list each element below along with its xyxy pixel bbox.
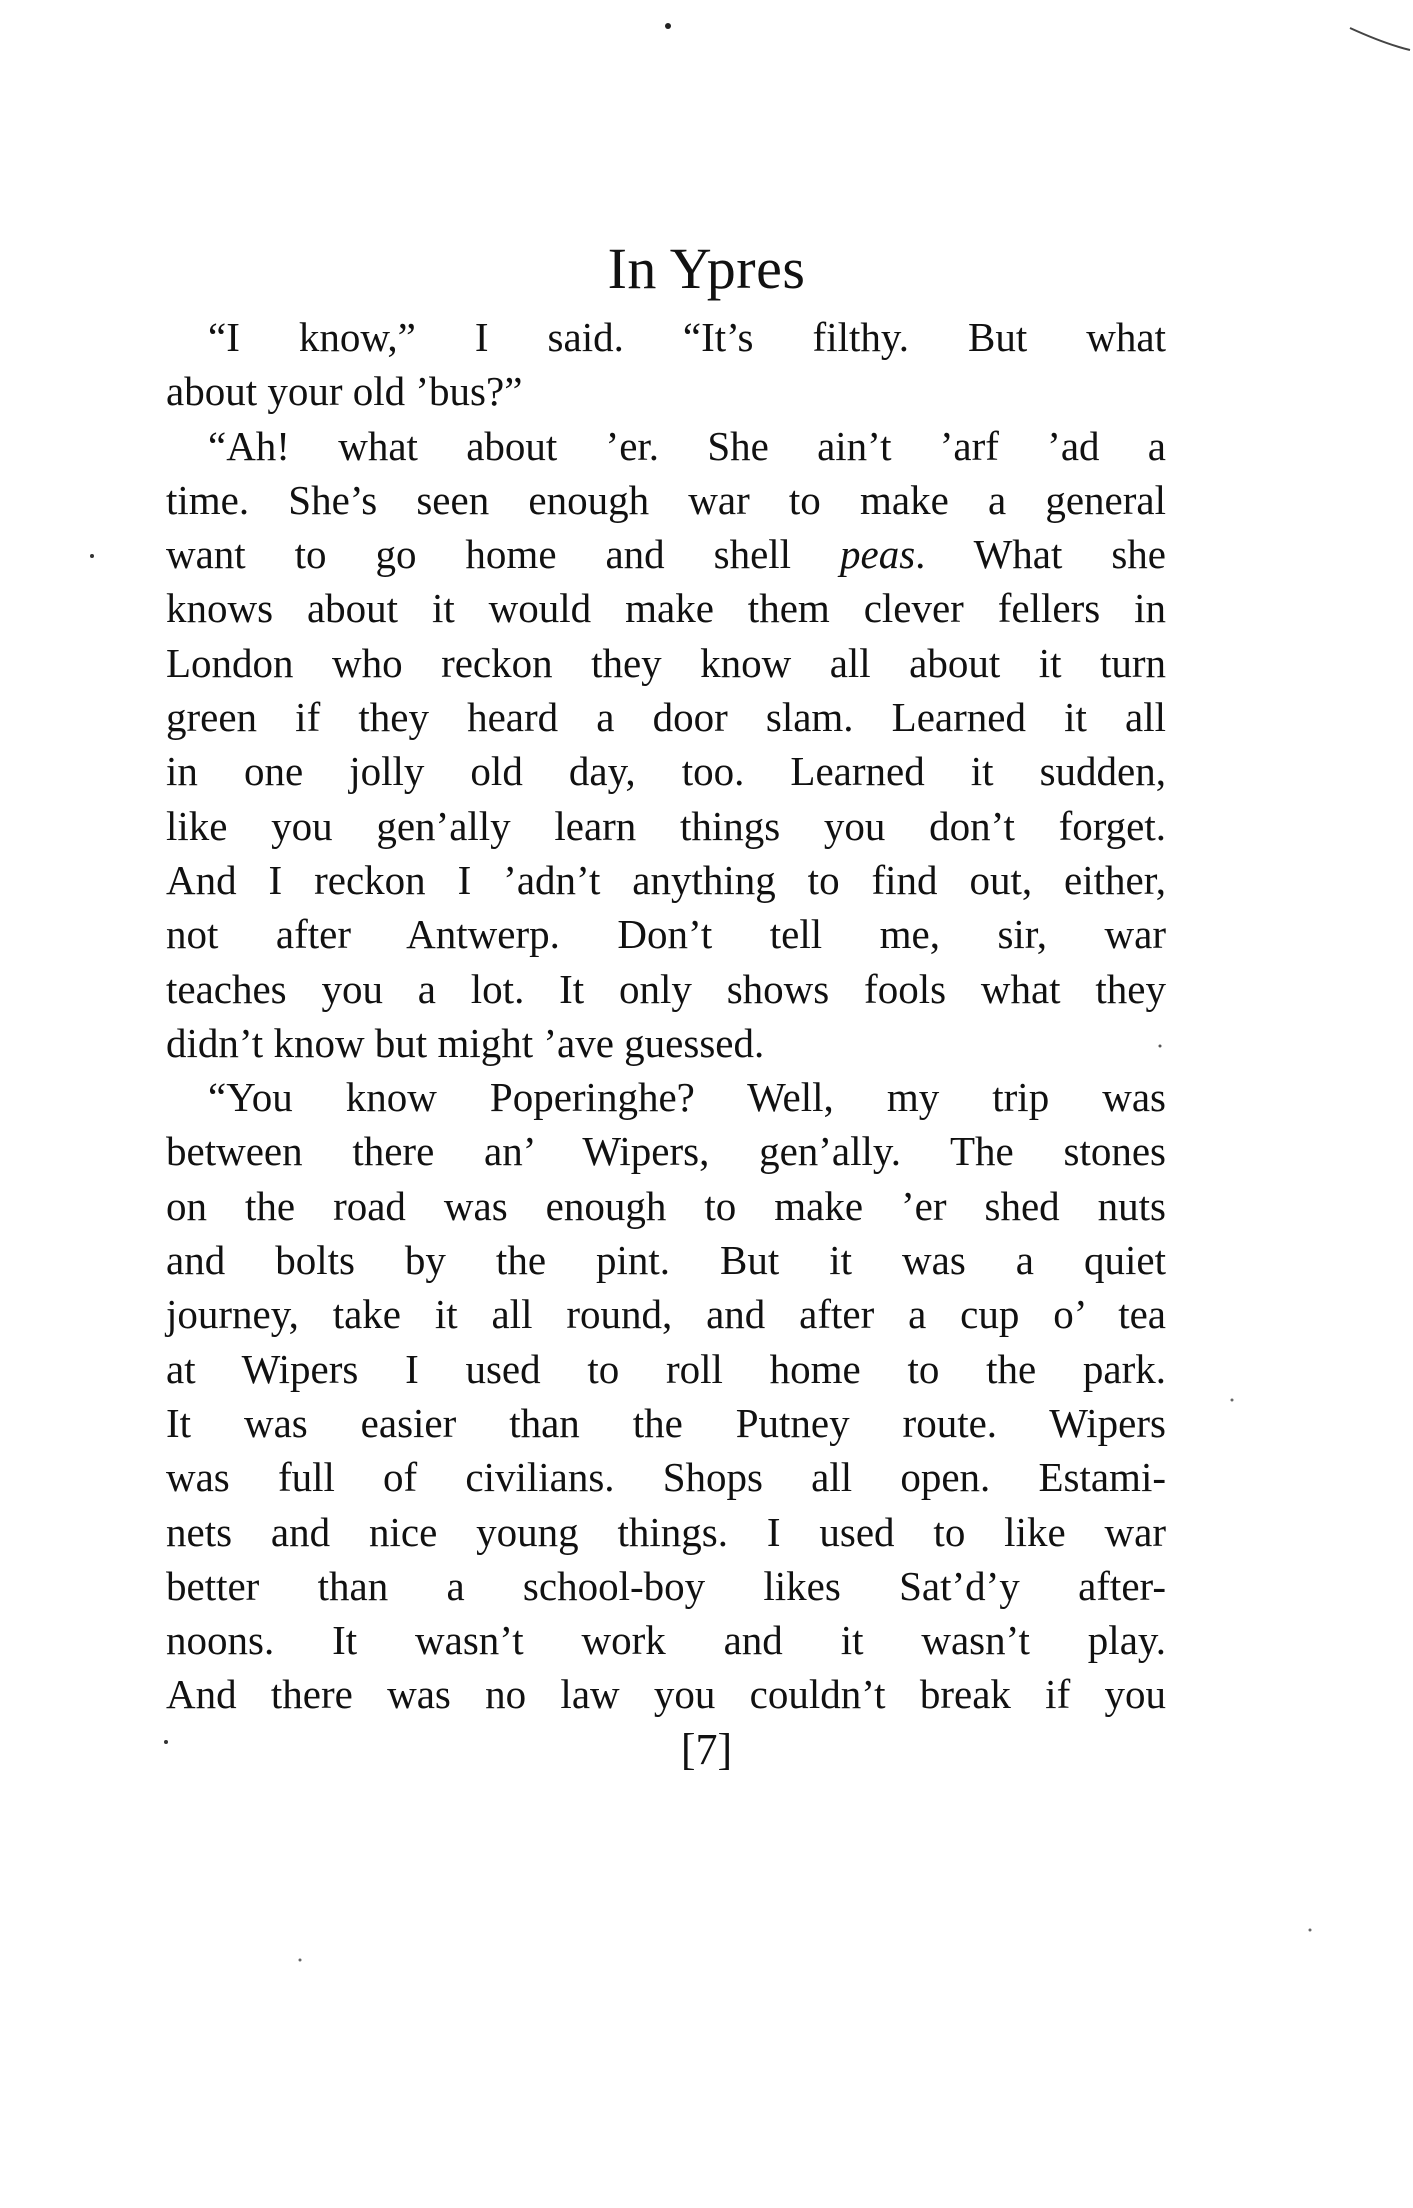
text-line: green if they heard a door slam. Learned it all [166,694,1166,741]
text-line: “Ah! what about ’er. She ain’t ’arf ’ad a [208,422,1166,469]
text-line: time. She’s seen enough war to make a general [166,476,1166,523]
text-line: was full of civilians. Shops all open. Estami- [166,1454,1166,1501]
text-line: It was easier than the Putney route. Wipers [166,1399,1166,1446]
text-line: noons. It wasn’t work and it wasn’t play. [166,1617,1166,1664]
speck [665,23,671,29]
running-header: In Ypres [607,236,806,301]
text-line: And there was no law you couldn’t break if you [166,1671,1166,1718]
speck [1309,1929,1312,1932]
text-line: “I know,” I said. “It’s filthy. But what [208,314,1166,360]
speck [1231,1399,1234,1402]
text-line: like you gen’ally learn things you don’t forget. [166,802,1166,849]
text-line: in one jolly old day, too. Learned it sudden, [166,748,1166,795]
text-line: about your old ’bus?” [166,368,523,415]
speck [299,1959,302,1962]
text-line: at Wipers I used to roll home to the park. [166,1345,1166,1392]
text-line: didn’t know but might ’ave guessed. [166,1019,765,1066]
page-number: [7] [680,1725,733,1774]
text-line: nets and nice young things. I used to like war [166,1508,1166,1555]
text-line: want to go home and shell peas. What she [166,531,1166,578]
text-line: journey, take it all round, and after a cup o’ tea [166,1291,1166,1338]
speck [90,554,94,558]
text-line: on the road was enough to make ’er shed nuts [166,1182,1166,1229]
text-line: teaches you a lot. It only shows fools what they [166,965,1166,1012]
text-line: And I reckon I ’adn’t anything to find out, either, [166,856,1166,903]
text-line: “You know Poperinghe? Well, my trip was [208,1074,1166,1121]
edge-mark [1350,28,1410,50]
text-line: knows about it would make them clever fellers in [166,585,1166,632]
emphasis-word: peas [840,531,916,578]
text-line: between there an’ Wipers, gen’ally. The stones [166,1128,1166,1175]
body-text [166,310,1166,1722]
text-line: London who reckon they know all about it turn [166,639,1166,686]
text-line: not after Antwerp. Don’t tell me, sir, war [166,911,1166,958]
text-line: better than a school-boy likes Sat’d’y after- [166,1562,1166,1609]
text-line: and bolts by the pint. But it was a quiet [166,1237,1166,1284]
